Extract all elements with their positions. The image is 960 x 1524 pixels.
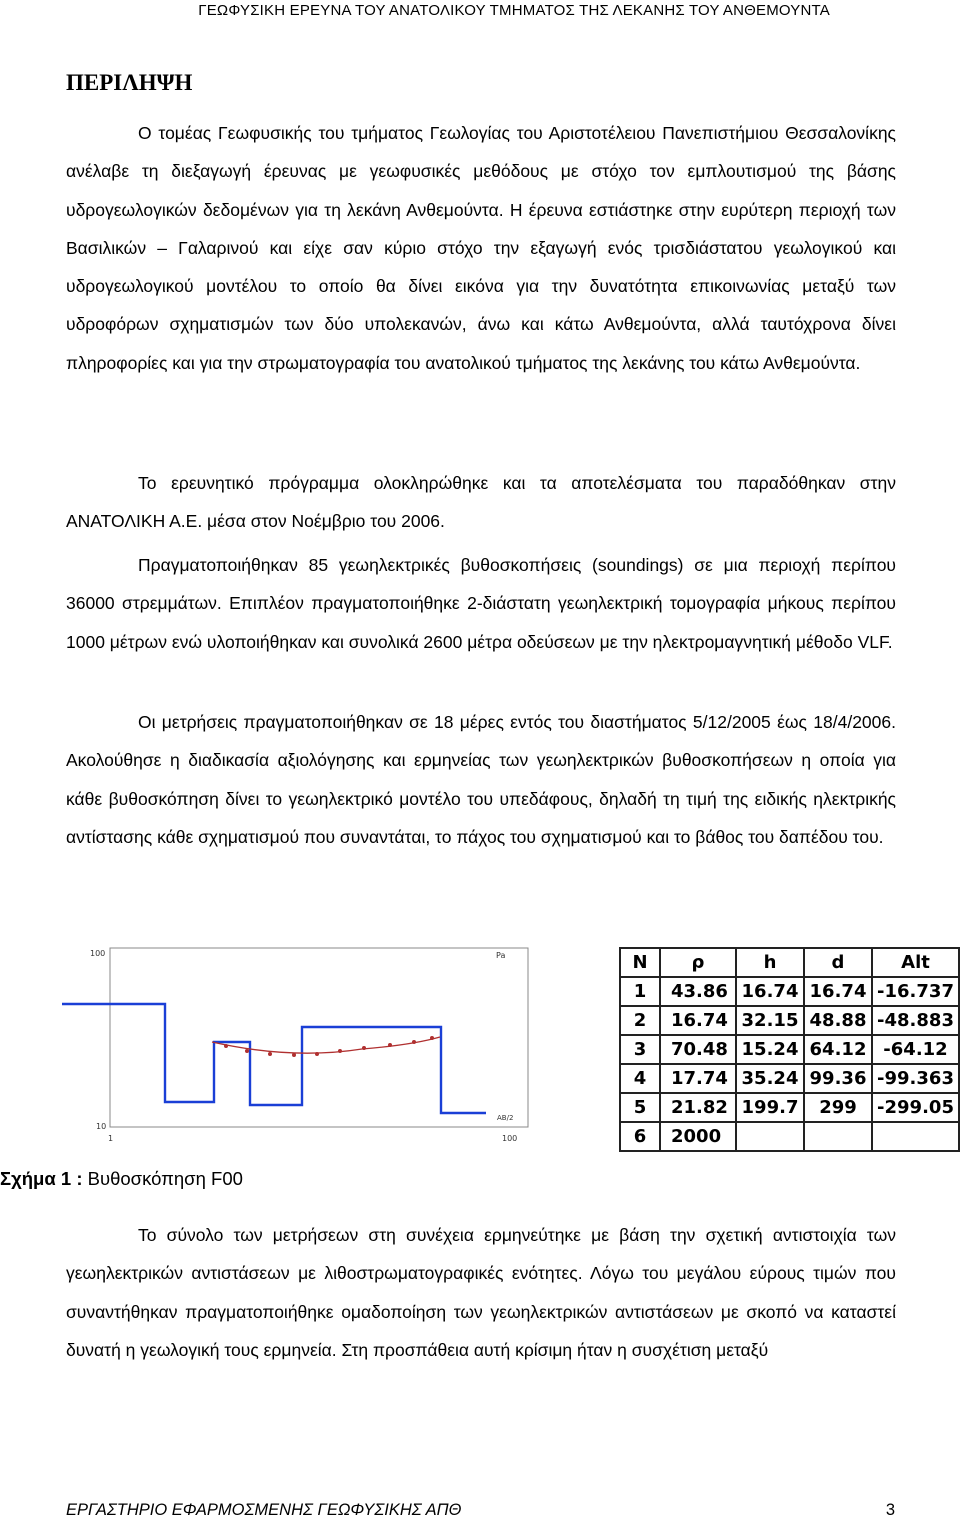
col-header-h: h	[736, 948, 804, 977]
page-number: 3	[885, 1501, 895, 1519]
cell-alt: -16.737	[872, 977, 959, 1006]
tick-bottom-x: 1	[108, 1134, 114, 1143]
data-point	[268, 1052, 272, 1056]
col-header-rho: ρ	[660, 948, 736, 977]
tick-top-left: 100	[90, 949, 106, 958]
data-point	[245, 1049, 249, 1053]
paragraph-3: Πραγματοποιήθηκαν 85 γεωηλεκτρικές βυθοσκοπήσεις (soundings) σε μια περιοχή περίπου 36000 στρεμμάτων. Επιπλέον πραγματοποιήθηκε 2-διάστατη γεωηλεκτρική τομογραφία μήκους περίπου 1000 μέτρων ενώ υλοποιήθηκαν και συνολικά 2600 μέτρα οδεύσεων με την ηλεκτρομαγνητική μέθοδο VLF.	[66, 555, 896, 652]
cell-n: 5	[620, 1093, 660, 1122]
cell-rho: 2000	[660, 1122, 736, 1151]
sounding-curve-plot	[62, 945, 532, 1150]
data-point	[430, 1036, 434, 1040]
paragraph-5: Το σύνολο των μετρήσεων στη συνέχεια ερμηνεύτηκε με βάση την σχετική αντιστοιχία των γεωηλεκτρικών αντιστάσεων με λιθοστρωματογραφικές ενότητες. Λόγω του μεγάλου εύρους τιμών που συναντήθηκαν πραγματοποιήθηκε ομαδοποίηση των γεωηλεκτρικών αντιστάσεων με σκοπό να καταστεί δυνατή η γεωλογική τους ερμηνεία. Στη προσπάθεια αυτή κρίσιμη ήταν η συσχέτιση μεταξύ	[66, 1225, 896, 1360]
table-row	[620, 1035, 959, 1064]
section-title: ΠΕΡΙΛΗΨΗ	[66, 70, 193, 95]
cell-d: 64.12	[804, 1035, 872, 1064]
running-header: ΓΕΩΦΥΣΙΚΗ ΕΡΕΥΝΑ ΤΟΥ ΑΝΑΤΟΛΙΚΟΥ ΤΜΗΜΑΤΟΣ ΤΗΣ ΛΕΚΑΝΗΣ ΤΟΥ ΑΝΘΕΜΟΥΝΤΑ	[198, 2, 830, 19]
col-header-d: d	[804, 948, 872, 977]
cell-rho: 21.82	[660, 1093, 736, 1122]
cell-h: 35.24	[736, 1064, 804, 1093]
cell-n: 3	[620, 1035, 660, 1064]
cell-alt: -64.12	[872, 1035, 959, 1064]
tick-bottom-right: 100	[502, 1134, 518, 1143]
cell-rho: 43.86	[660, 977, 736, 1006]
model-parameters-table	[619, 947, 960, 1152]
cell-rho: 17.74	[660, 1064, 736, 1093]
tick-bottom-left: 10	[96, 1122, 107, 1131]
table-row	[620, 1064, 959, 1093]
cell-alt: -299.05	[872, 1093, 959, 1122]
cell-h: 16.74	[736, 977, 804, 1006]
data-point	[388, 1043, 392, 1047]
figure-caption	[0, 1168, 243, 1190]
cell-n: 2	[620, 1006, 660, 1035]
data-point	[315, 1052, 319, 1056]
cell-d	[804, 1122, 872, 1151]
caption-label: Σχήμα 1 :	[0, 1168, 83, 1189]
footer-lab-name: ΕΡΓΑΣΤΗΡΙΟ ΕΦΑΡΜΟΣΜΕΝΗΣ ΓΕΩΦΥΣΙΚΗΣ ΑΠΘ	[66, 1501, 462, 1519]
cell-h: 32.15	[736, 1006, 804, 1035]
data-point	[292, 1053, 296, 1057]
plot-frame	[110, 948, 528, 1127]
axis-label-pa: Pa	[496, 951, 506, 960]
data-point	[412, 1040, 416, 1044]
cell-n: 1	[620, 977, 660, 1006]
cell-alt: -48.883	[872, 1006, 959, 1035]
cell-d: 48.88	[804, 1006, 872, 1035]
col-header-alt: Alt	[872, 948, 959, 977]
cell-d: 16.74	[804, 977, 872, 1006]
cell-d: 99.36	[804, 1064, 872, 1093]
cell-h	[736, 1122, 804, 1151]
paragraph-1: Ο τομέας Γεωφυσικής του τμήματος Γεωλογίας του Αριστοτέλειου Πανεπιστήμιου Θεσσαλονίκης ανέλαβε τη διεξαγωγή έρευνας με γεωφυσικές μεθόδους με στόχο τον εμπλουτισμού της βάσης υδρογεωλογικών δεδομένων για τη λεκάνη Ανθεμούντα. Η έρευνα εστιάστηκε στην ευρύτερη περιοχή των Βασιλικών – Γαλαρινού και είχε σαν κύριο στόχο την εξαγωγή ενός τρισδιάστατου γεωλογικού και υδρογεωλογικού μοντέλου το οποίο θα δίνει εικόνα για την δυνατότητα επικοινωνίας μεταξύ των υδροφόρων σχηματισμών των δύο υπολεκανών, άνω και κάτω Ανθεμούντα, αλλά ταυτόχρονα δίνει πληροφορίες και για την στρωματογραφία του ανατολικού τμήματος της λεκάνης του κάτω Ανθεμούντα.	[66, 123, 896, 373]
col-header-n: N	[620, 948, 660, 977]
table-header-row	[620, 948, 959, 977]
table-row	[620, 1122, 959, 1151]
cell-alt	[872, 1122, 959, 1151]
table-row	[620, 1093, 959, 1122]
paragraph-4: Οι μετρήσεις πραγματοποιήθηκαν σε 18 μέρες εντός του διαστήματος 5/12/2005 έως 18/4/2006. Ακολούθησε η διαδικασία αξιολόγησης και ερμηνείας των γεωηλεκτρικών βυθοσκοπήσεων η οποία για κάθε βυθοσκόπηση δίνει το γεωηλεκτρικό μοντέλο του υπεδάφους, δηλαδή τη τιμή της ειδικής ηλεκτρικής αντίστασης κάθε σχηματισμού που συναντάται, το πάχος του σχηματισμού και το βάθος του δαπέδου του.	[66, 712, 896, 847]
cell-n: 4	[620, 1064, 660, 1093]
caption-text: Βυθοσκόπηση F00	[82, 1168, 243, 1189]
cell-rho: 70.48	[660, 1035, 736, 1064]
paragraph-2: Το ερευνητικό πρόγραμμα ολοκληρώθηκε και τα αποτελέσματα του παραδόθηκαν στην ΑΝΑΤΟΛΙΚΗ Α.Ε. μέσα στον Νοέμβριο του 2006.	[66, 473, 896, 532]
cell-rho: 16.74	[660, 1006, 736, 1035]
data-point	[338, 1049, 342, 1053]
data-point	[224, 1044, 228, 1048]
cell-n: 6	[620, 1122, 660, 1151]
cell-h: 199.7	[736, 1093, 804, 1122]
table-row	[620, 1006, 959, 1035]
table-row	[620, 977, 959, 1006]
cell-alt: -99.363	[872, 1064, 959, 1093]
cell-h: 15.24	[736, 1035, 804, 1064]
data-point	[362, 1046, 366, 1050]
axis-label-ab2: AB/2	[497, 1114, 514, 1122]
cell-d: 299	[804, 1093, 872, 1122]
